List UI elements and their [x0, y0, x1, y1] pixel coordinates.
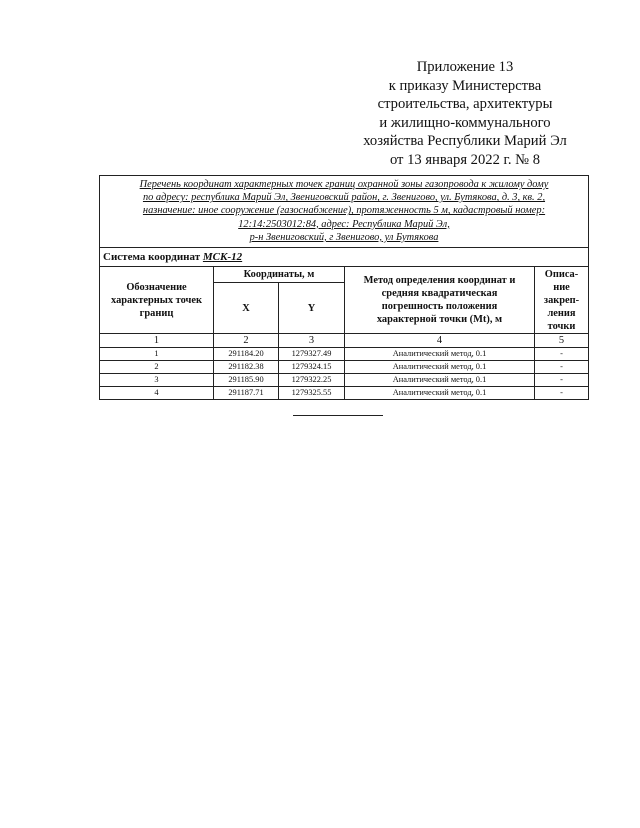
table-row: [100, 348, 589, 361]
method-cell: Аналитический метод, 0.1: [345, 361, 535, 374]
coordinate-system: [100, 248, 589, 267]
header-y: Y: [279, 283, 345, 334]
table-caption: [100, 176, 589, 248]
description-cell: -: [535, 387, 589, 400]
appendix-line: Приложение 13: [416, 59, 514, 75]
appendix-line: к приказу Министерства: [388, 77, 542, 94]
point-cell: 2: [100, 361, 214, 374]
table-row: [100, 361, 589, 374]
table-row: [100, 374, 589, 387]
method-cell: Аналитический метод, 0.1: [345, 348, 535, 361]
y-cell: 1279322.25: [279, 374, 345, 387]
appendix-line: и жилищно-коммунального: [379, 114, 551, 131]
caption-row: [100, 176, 589, 248]
y-cell: 1279325.55: [279, 387, 345, 400]
header-coordinates: Координаты, м: [214, 267, 345, 283]
header-point-designation: Обозначение характерных точек границ: [100, 267, 214, 334]
appendix-line: от 13 января 2022 г. № 8: [389, 151, 541, 168]
appendix-line: хозяйства Республики Марий Эл: [363, 133, 567, 150]
header-description: Описа-ние закреп-ления точки: [535, 267, 589, 334]
appendix-header: [340, 58, 590, 170]
point-cell: 3: [100, 374, 214, 387]
column-number: 3: [279, 334, 345, 348]
column-number: 5: [535, 334, 589, 348]
header-method: Метод определения координат и средняя квадратическая погрешность положения характерной точки (Mt), м: [345, 267, 535, 334]
caption-line: Перечень координат характерных точек границ охранной зоны газопровода к жилому дому: [139, 179, 549, 190]
x-cell: 291185.90: [214, 374, 279, 387]
y-cell: 1279327.49: [279, 348, 345, 361]
point-cell: 1: [100, 348, 214, 361]
description-cell: -: [535, 374, 589, 387]
separator-line: [293, 415, 383, 416]
caption-line: назначение: иное сооружение (газоснабжение), протяженность 5 м, кадастровый номер:: [142, 205, 546, 217]
x-cell: 291182.38: [214, 361, 279, 374]
x-cell: 291184.20: [214, 348, 279, 361]
coordinate-system-value: МСК-12: [202, 251, 243, 264]
column-number: 4: [345, 334, 535, 348]
method-cell: Аналитический метод, 0.1: [345, 387, 535, 400]
coordinate-system-label: Система координат: [103, 251, 201, 264]
appendix-line: строительства, архитектуры: [377, 96, 553, 113]
y-cell: 1279324.15: [279, 361, 345, 374]
x-cell: 291187.71: [214, 387, 279, 400]
coordinates-table: [99, 175, 589, 400]
header-row: [100, 267, 589, 283]
description-cell: -: [535, 348, 589, 361]
header-x: X: [214, 283, 279, 334]
caption-line: 12:14:2503012:84, адрес: Республика Марий Эл,: [238, 218, 450, 230]
column-number: 1: [100, 334, 214, 348]
description-cell: -: [535, 361, 589, 374]
table-row: [100, 387, 589, 400]
system-row: [100, 248, 589, 267]
column-number-row: [100, 334, 589, 348]
point-cell: 4: [100, 387, 214, 400]
caption-line: р-н Звениговский, г Звенигово, ул Бутякова: [249, 231, 439, 243]
column-number: 2: [214, 334, 279, 348]
method-cell: Аналитический метод, 0.1: [345, 374, 535, 387]
caption-line: по адресу: республика Марий Эл, Звениговский район, г. Звенигово, ул. Бутякова, д. 3, кв. 2,: [142, 192, 546, 204]
